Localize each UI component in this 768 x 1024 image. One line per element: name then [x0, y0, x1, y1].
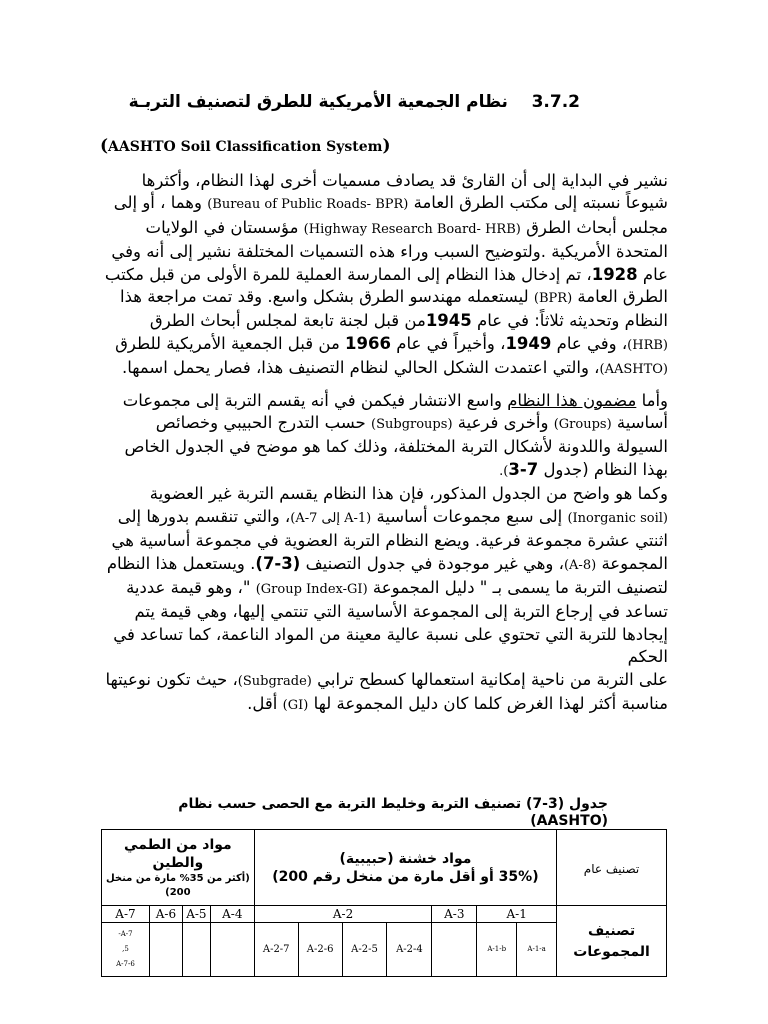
subclass-a26: A-2-6 — [298, 923, 342, 977]
section-title: نظام الجمعية الأمريكية للطرق لتصنيف التربـة — [128, 92, 508, 112]
subclass-a5-empty — [182, 923, 210, 977]
table-header-row — [102, 830, 667, 906]
subclass-a1b: A-1-b — [477, 923, 517, 977]
general-classification-header: تصنيف عام — [557, 830, 667, 906]
paragraph-subgrade: على التربة من ناحية إمكانية استعمالها كسطح ترابي (Subgrade)، حيث تكون نوعيتها مناسبة أكثر لهذا الغرض كلما كان دليل المجموعة لها (GI) أقل. — [105, 669, 668, 713]
class-a6: A-6 — [149, 906, 182, 923]
paragraph-system-content: وأما مضمون هذا النظام واسع الانتشار فيكمن في أنه يقسم التربة إلى مجموعات أساسية (Groups) وأخرى فرعية (Subgroups) حسب التدرج الحبيبي وخصائص السيولة واللدونة لأشكال التربة المختلفة، وذلك كما هو موضح في الجدول الخاص بهذا النظام (جدول 7-3). — [122, 390, 668, 479]
subclass-a27: A-2-7 — [254, 923, 298, 977]
coarse-materials-header: مواد خشنة (حبيبية) (35% أو أقل مارة من منخل رقم 200) — [254, 830, 556, 906]
class-a7: A-7 — [102, 906, 150, 923]
subclass-a3-empty — [432, 923, 477, 977]
class-a1: A-1 — [477, 906, 557, 923]
class-row — [102, 906, 667, 923]
subclass-a24: A-2-4 — [387, 923, 432, 977]
table-caption: جدول (3-7) تصنيف التربة وخليط التربة مع الحصى حسب نظام (AASHTO) — [178, 796, 608, 829]
subclass-a25: A-2-5 — [342, 923, 387, 977]
paragraph-naming-history: نشير في البداية إلى أن القارئ قد يصادف مسميات أخرى لهذا النظام، وأكثرها شيوعاً نسبته إلى مكتب الطرق العامة (Bureau of Public Roads- BPR) وهما ، أو إلى مجلس أبحاث الطرق (Highway Research Board- HRB) مؤسستان في الولايات المتحدة الأمريكية .ولتوضيح السبب وراء هذه التسميات المختلفة نشير إلى أنه وفي عام 1928، تم إدخال هذا النظام إلى الممارسة العملية للمرة الأولى من قبل مكتب الطرق العامة (BPR) ليستعمله مهندسو الطرق بشكل واسع. وقد تمت مراجعة هذا النظام وتحديثه ثلاثاً: في عام 1945من قبل لجنة تابعة لمجلس أبحاث الطرق (HRB)، وفي عام 1949، وأخيراً في عام 1966 من قبل الجمعية الأمريكية للطرق (AASHTO)، والتي اعتمدت الشكل الحالي لنظام التصنيف هذا، فصار يحمل اسمها. — [104, 171, 668, 378]
group-classification-header: تصنيف المجموعات — [557, 906, 667, 977]
class-a2: A-2 — [254, 906, 432, 923]
paragraph-groups: وكما هو واضح من الجدول المذكور، فإن هذا النظام يقسم التربة غير العضوية (Inorganic soil) إلى سبع مجموعات أساسية (A-1 إلى A-7)، والتي تنقسم بدورها إلى اثنتي عشرة مجموعة فرعية. ويضع النظام التربة العضوية في مجموعة أساسية هي المجموعة (A-8)، وهي غير موجودة في جدول التصنيف (3-7). ويستعمل هذا النظام لتصنيف التربة ما يسمى بـ " دليل المجموعة (Group Index-GI) "، وهو قيمة عددية تساعد في إرجاع التربة إلى المجموعة الأساسية التي تنتمي إليها، وهي قيمة يتم إيجادها للتربة التي تحتوي على نسبة عالية معينة من المواد الناعمة، كما تساعد في الحكم — [106, 484, 668, 667]
system-english-name: AASHTO Soil Classification System — [108, 139, 383, 155]
fine-materials-header: مواد من الطمي والطين (أكثر من 35% مارة من منخل 200) — [102, 830, 255, 906]
aashto-classification-table — [101, 829, 667, 977]
section-heading — [100, 90, 580, 114]
subclass-a6-empty — [149, 923, 182, 977]
body-text — [103, 170, 668, 717]
subclass-a1a: A-1-a — [517, 923, 557, 977]
subclass-a4-empty — [210, 923, 254, 977]
underlined-phrase: مضمون هذا النظام — [507, 390, 637, 410]
subclass-a7: A-7- 5, A-7-6 — [102, 923, 150, 977]
class-a4: A-4 — [210, 906, 254, 923]
class-a3: A-3 — [432, 906, 477, 923]
class-a5: A-5 — [182, 906, 210, 923]
section-subheading: (AASHTO Soil Classification System) — [100, 136, 391, 156]
section-number: 3.7.2 — [531, 92, 580, 112]
